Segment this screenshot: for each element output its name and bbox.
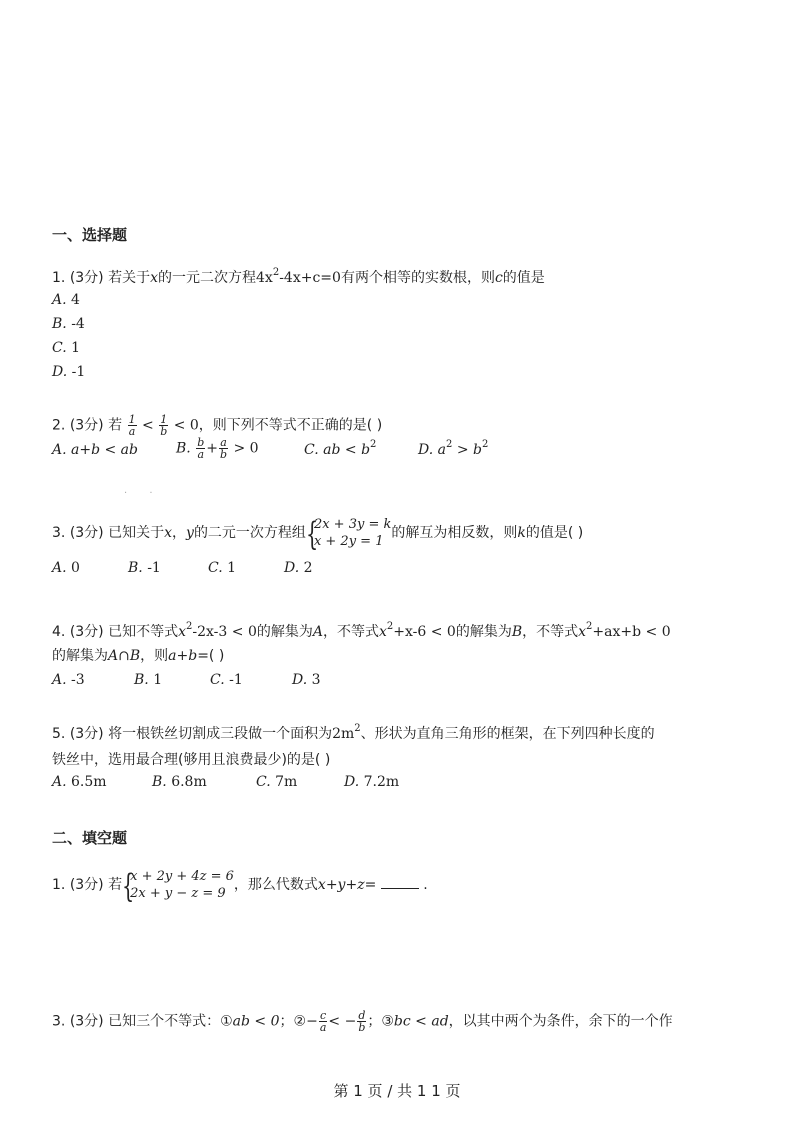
option-d: D. -1 <box>52 364 86 380</box>
option-b: B. -1 <box>128 560 161 576</box>
question-4-line2: 的解集为A∩B，则a+b=( ) <box>52 648 225 664</box>
question-text: 已知不等式 <box>108 624 179 640</box>
fill-question-1: 1. (3分) 若 { x + 2y + 4z = 6 2x + y − z = 9 ，那么代数式x+y+z= . <box>52 867 428 905</box>
option-b: B. $\frac{b}{a}$ + $\frac{a}{b}$ > 0 <box>176 436 259 461</box>
section-title-choice: 一、选择题 <box>52 226 128 244</box>
fraction: $\frac{1}{b}$ <box>160 413 168 438</box>
scan-artifact: · · <box>124 488 153 499</box>
question-3: 3. (3分) 已知关于x，y的二元一次方程组 { 2x + 3y = k x + 2y = 1 的解互为相反数，则k的值是( ) <box>52 515 584 553</box>
question-score: (3分) <box>69 417 104 434</box>
option-d: D. 7.2m <box>344 774 400 790</box>
option-b: B. -4 <box>52 316 85 332</box>
option-c: C. 1 <box>208 560 237 576</box>
math-expr: $4x^2-4x+c=0$ <box>256 267 341 286</box>
question-text: 的二元一次方程组 <box>193 525 306 541</box>
question-number: 3. <box>52 525 66 541</box>
question-text: 的解互为相反数，则 <box>391 525 518 541</box>
option-d: D. 3 <box>292 672 321 688</box>
option-d: D. 2 <box>284 560 313 576</box>
option-d: D. $a^2 > b^2$ <box>418 439 489 458</box>
question-5: 5. (3分) 将一根铁丝切割成三段做一个面积为$2m^2$、形状为直角三角形的框架，在下列四种长度的 <box>52 723 655 742</box>
fraction: $\frac{1}{a}$ <box>128 413 136 438</box>
answer-blank[interactable] <box>381 874 419 889</box>
question-number: 5. <box>52 726 66 742</box>
question-score: (3分) <box>69 624 104 640</box>
fill-question-3: 3. (3分) 已知三个不等式：①ab < 0；②− $\frac{c}{a}$ < − $\frac{d}{b}$ ；③bc < ad，以其中两个为条件，余下的一个作 <box>52 1009 673 1034</box>
question-text: 有两个相等的实数根，则 <box>340 270 495 286</box>
option-b: B. 1 <box>134 672 163 688</box>
question-text: 的值是 <box>502 270 545 286</box>
page-footer: 第 1 页 / 共 1 1 页 <box>333 1082 461 1100</box>
option-b: B. 6.8m <box>152 774 207 790</box>
question-text: 已知关于 <box>108 525 165 541</box>
question-text: 若 <box>108 417 123 434</box>
question-4: 4. (3分) 已知不等式$x^2-2x-3 < 0$的解集为A，不等式$x^2+x-6 < 0$的解集为B，不等式$x^2+ax+b < 0$ <box>52 621 671 640</box>
option-a: A. 4 <box>52 292 80 308</box>
option-a: A. 0 <box>52 560 80 576</box>
section-title-fill: 二、填空题 <box>52 829 128 847</box>
question-score: (3分) <box>69 726 104 742</box>
equation-system: { x + 2y + 4z = 6 2x + y − z = 9 <box>122 867 234 905</box>
option-a: A. 6.5m <box>52 774 107 790</box>
option-c: C. -1 <box>210 672 243 688</box>
question-1 <box>52 268 545 288</box>
option-c: C. 1 <box>52 340 81 356</box>
question-score: (3分) <box>69 270 104 286</box>
question-5-line2: 铁丝中，选用最合理(够用且浪费最少)的是( ) <box>52 752 331 768</box>
question-text: 若关于 <box>108 270 151 286</box>
question-number: 1. <box>52 270 66 286</box>
question-text: 的一元二次方程 <box>158 270 257 286</box>
option-c: C. 7m <box>256 774 298 790</box>
question-2: 2. (3分) 若 $\frac{1}{a}$ < $\frac{1}{b}$ < 0，则下列不等式不正确的是( ) <box>52 413 383 438</box>
question-number: 4. <box>52 624 66 640</box>
question-text: ，则下列不等式不正确的是( ) <box>198 417 383 434</box>
option-a: A. a+b < ab <box>52 442 138 458</box>
question-text: 的值是( ) <box>525 525 584 541</box>
equation-system: { 2x + 3y = k x + 2y = 1 <box>305 515 392 553</box>
math-var: c <box>494 270 503 286</box>
math-var: x <box>150 270 159 286</box>
question-score: (3分) <box>69 525 104 541</box>
option-a: A. -3 <box>52 672 85 688</box>
question-number: 2. <box>52 417 66 434</box>
option-c: C. ab < $b^2$ <box>304 439 377 458</box>
